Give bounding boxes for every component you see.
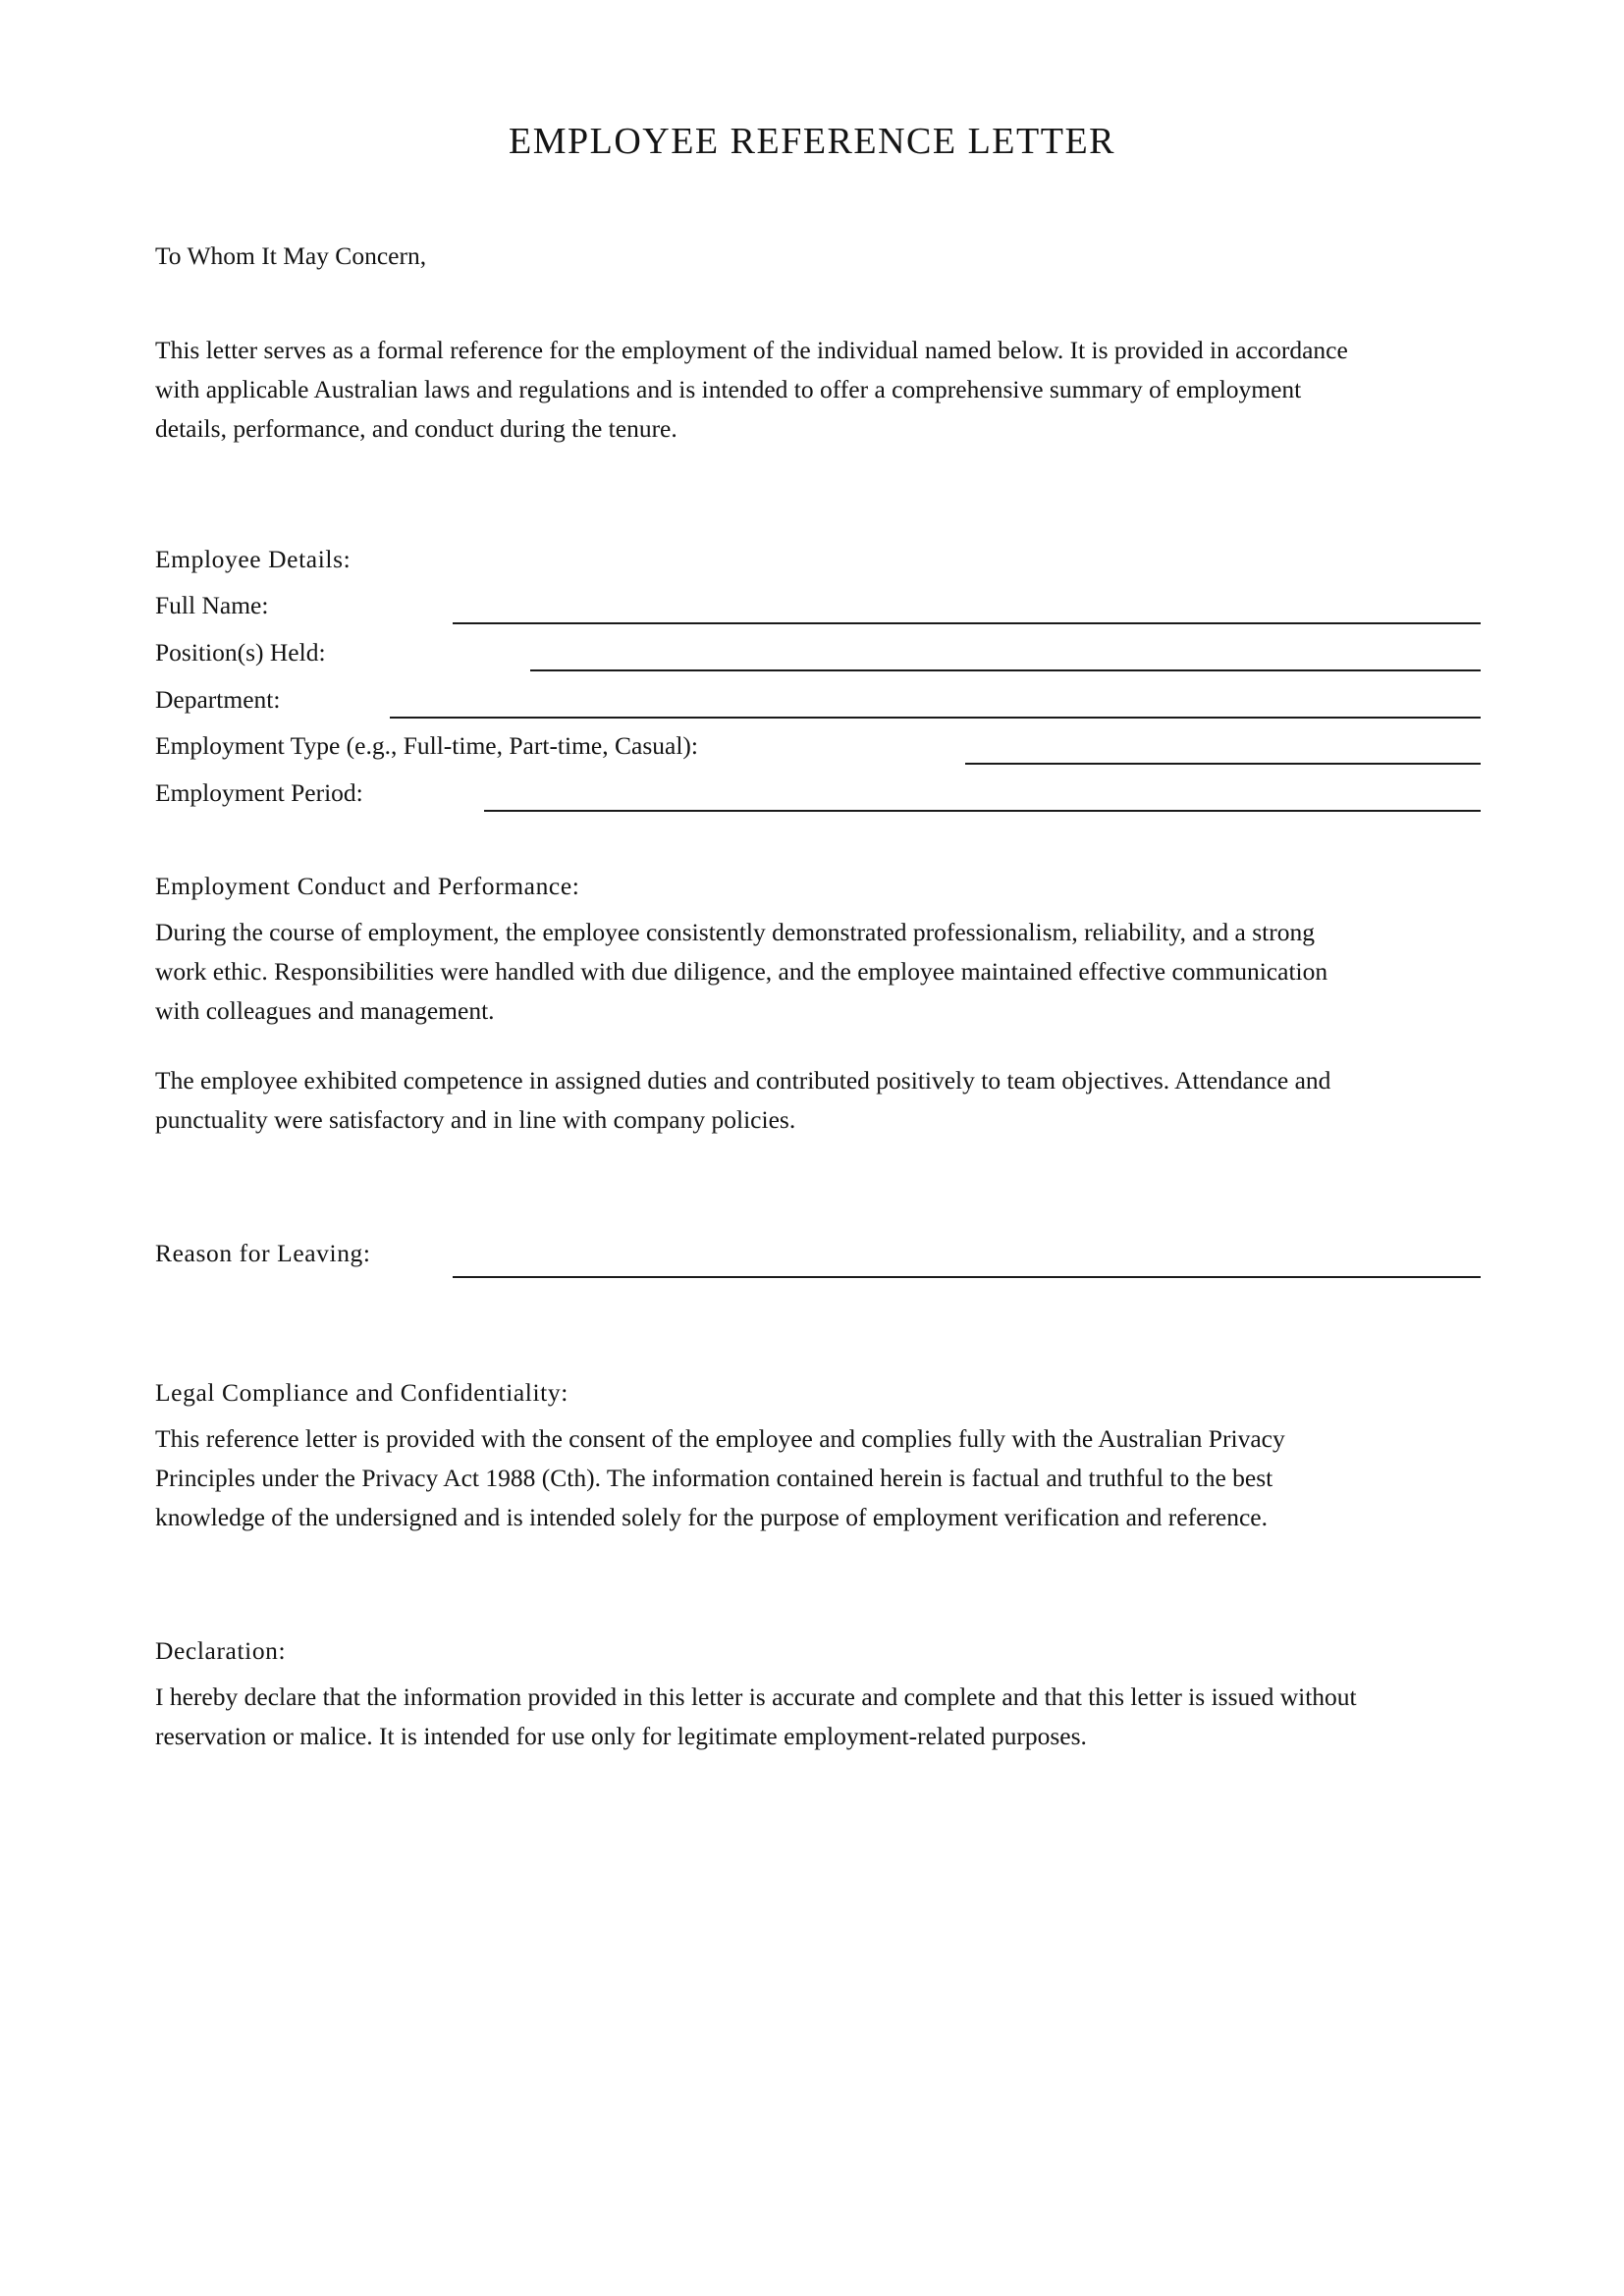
full-name-field[interactable]: [453, 622, 1481, 624]
intro-line: This letter serves as a formal reference for the employment of the individual named below. It is provided in accordance: [155, 336, 1348, 364]
legal-line: This reference letter is provided with the consent of the employee and complies fully with the Australian Privacy: [155, 1424, 1285, 1453]
intro-line: with applicable Australian laws and regulations and is intended to offer a comprehensive summary of employment: [155, 375, 1302, 403]
conduct-paragraph-2: [155, 1061, 1490, 1140]
legal-line: knowledge of the undersigned and is intended solely for the purpose of employment verification and reference.: [155, 1503, 1268, 1531]
conduct-line: punctuality were satisfactory and in line with company policies.: [155, 1105, 796, 1134]
conduct-line: During the course of employment, the employee consistently demonstrated professionalism, reliability, and a strong: [155, 918, 1315, 946]
intro-paragraph: [155, 331, 1490, 449]
employment-period-field[interactable]: [484, 810, 1481, 812]
employee-details-heading: Employee Details:: [155, 545, 352, 573]
employment-type-label: Employment Type (e.g., Full-time, Part-time, Casual):: [155, 731, 698, 760]
declaration-paragraph: [155, 1678, 1490, 1756]
intro-line: details, performance, and conduct during the tenure.: [155, 414, 677, 443]
positions-held-field[interactable]: [530, 669, 1481, 671]
legal-line: Principles under the Privacy Act 1988 (Cth). The information contained herein is factual and truthful to the best: [155, 1464, 1273, 1492]
full-name-label: Full Name:: [155, 591, 269, 619]
positions-held-label: Position(s) Held:: [155, 638, 326, 667]
reason-for-leaving-field[interactable]: [453, 1276, 1481, 1278]
department-field[interactable]: [390, 717, 1481, 719]
declaration-heading: Declaration:: [155, 1636, 287, 1665]
conduct-line: work ethic. Responsibilities were handled with due diligence, and the employee maintained effective communication: [155, 957, 1328, 986]
department-label: Department:: [155, 685, 281, 714]
declaration-line: I hereby declare that the information provided in this letter is accurate and complete and that this letter is issued without: [155, 1682, 1357, 1711]
conduct-heading: Employment Conduct and Performance:: [155, 872, 580, 900]
conduct-line: The employee exhibited competence in assigned duties and contributed positively to team objectives. Attendance and: [155, 1066, 1331, 1095]
salutation: To Whom It May Concern,: [155, 241, 427, 270]
employment-period-label: Employment Period:: [155, 778, 363, 807]
legal-heading: Legal Compliance and Confidentiality:: [155, 1378, 568, 1407]
employment-type-field[interactable]: [965, 763, 1481, 765]
reason-for-leaving-label: Reason for Leaving:: [155, 1239, 371, 1267]
conduct-paragraph-1: [155, 913, 1490, 1031]
declaration-line: reservation or malice. It is intended for use only for legitimate employment-related purposes.: [155, 1722, 1087, 1750]
legal-paragraph: [155, 1419, 1490, 1537]
conduct-line: with colleagues and management.: [155, 996, 495, 1025]
document-title: EMPLOYEE REFERENCE LETTER: [508, 121, 1116, 162]
